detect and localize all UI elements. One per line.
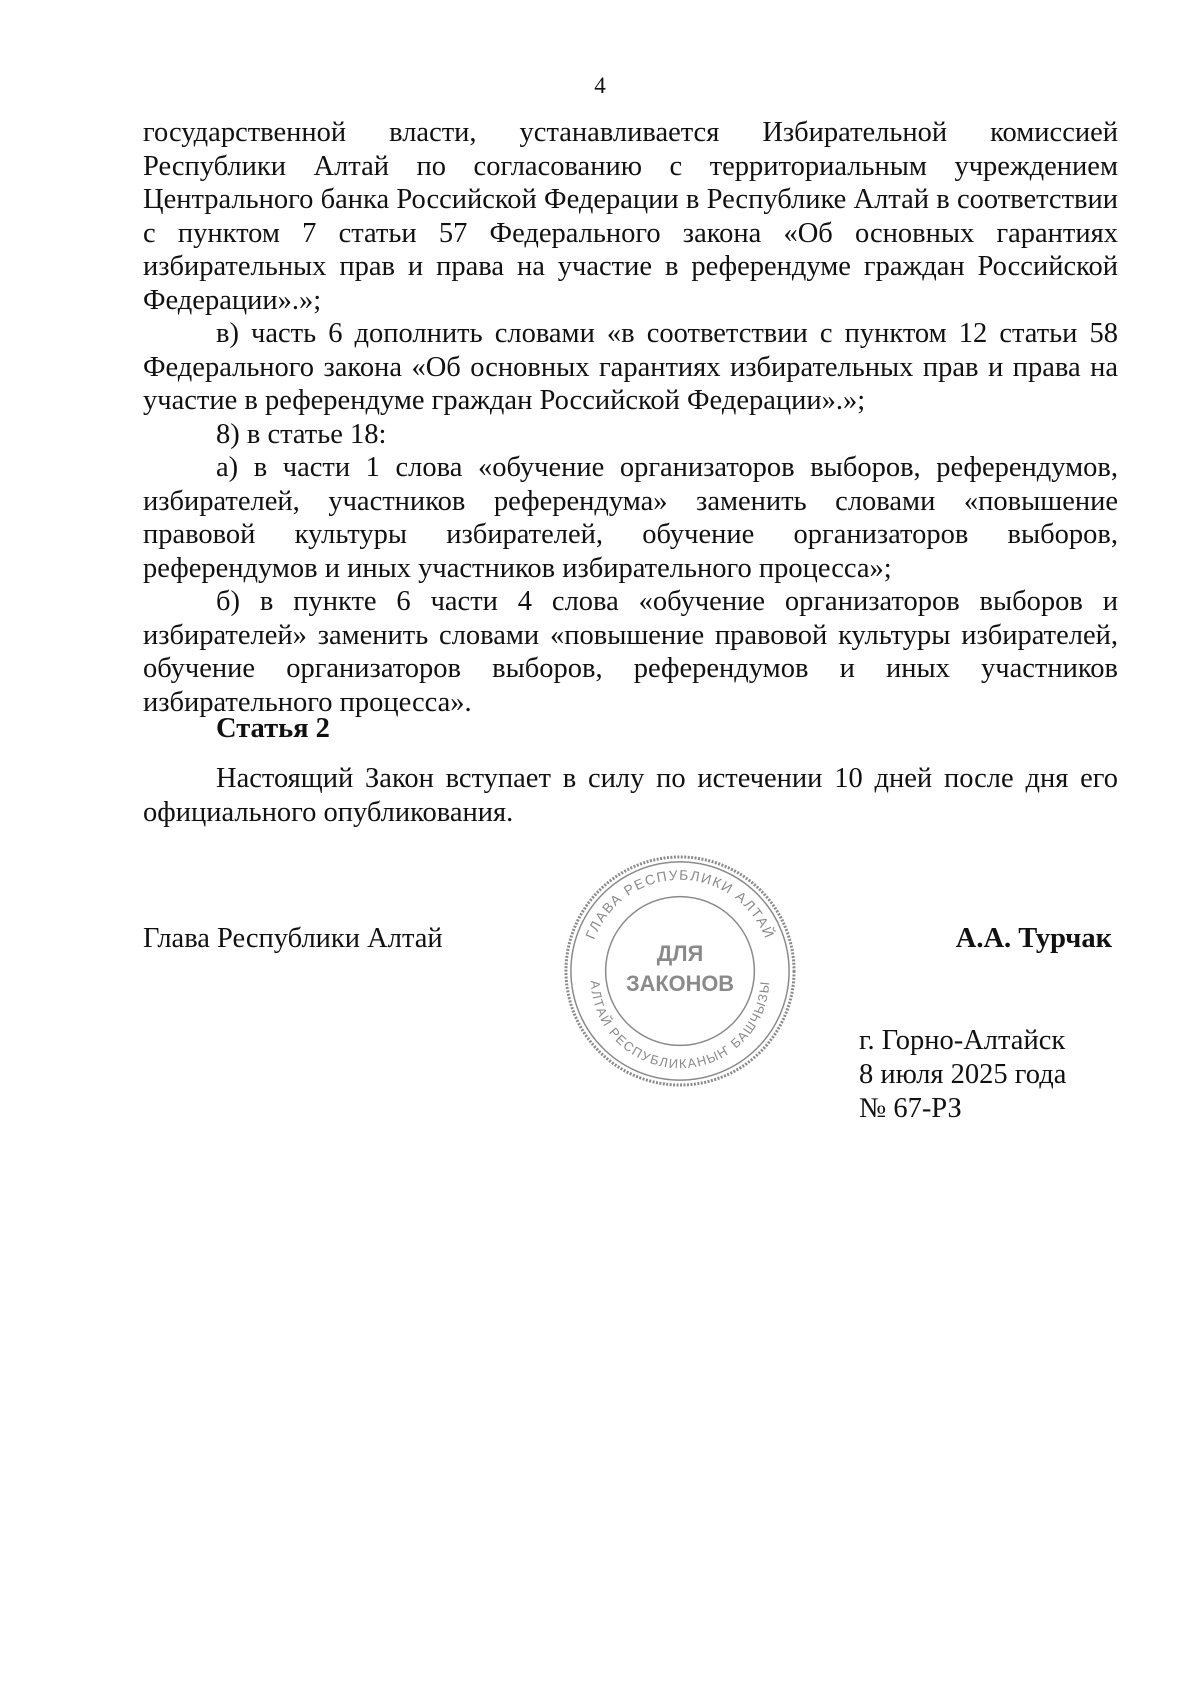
signer-name: А.А. Турчак [955, 923, 1112, 954]
seal-outer-top: ГЛАВА РЕСПУБЛИКИ АЛТАЙ [582, 866, 778, 942]
article-text: Настоящий Закон вступает в силу по истечении 10 дней после дня его официального опубликования. [143, 763, 1118, 828]
place-date-number [859, 1024, 1066, 1126]
law-number: № 67-РЗ [859, 1093, 962, 1124]
seal-outer-bottom: АЛТАЙ РЕСПУБЛИКАНЫҤ БАШЧЫЗЫ [587, 979, 773, 1072]
signer-title: Глава Республики Алтай [143, 923, 443, 954]
article-heading: Статья 2 [216, 713, 330, 744]
law-text-body [143, 116, 1118, 719]
paragraph: государственной власти, устанавливается Избирательной комиссией Республики Алтай по согласованию с территориальным учреждением Центрального банка Российской Федерации в Республике Алтай в соответствии с пунктом 7 статьи 57 Федерального закона «Об основных гарантиях избирательных прав и права на участие в референдуме граждан Российской Федерации».»; [143, 117, 1118, 316]
paragraph: в) часть 6 дополнить словами «в соответствии с пунктом 12 статьи 58 Федерального закона «Об основных гарантиях избирательных прав и права на участие в референдуме граждан Российской Федерации».»; [143, 318, 1118, 416]
official-seal [561, 852, 799, 1090]
seal-icon [561, 852, 799, 1090]
city: г. Горно-Алтайск [859, 1025, 1066, 1056]
paragraph: а) в части 1 слова «обучение организаторов выборов, референдумов, избирателей, участников референдума» заменить словами «повышение правовой культуры избирателей, обучение организаторов выборов, референдумов и иных участников избирательного процесса»; [143, 452, 1118, 584]
date: 8 июля 2025 года [859, 1059, 1067, 1090]
paragraph: б) в пункте 6 части 4 слова «обучение организаторов выборов и избирателей» заменить словами «повышение правовой культуры избирателей, обучение организаторов выборов, референдумов и иных участников избирательного процесса». [143, 586, 1118, 718]
paragraph: 8) в статье 18: [216, 418, 387, 450]
svg-text:ГЛАВА РЕСПУБЛИКИ АЛТАЙ [582, 867, 779, 942]
seal-center-line2: ЗАКОНОВ [625, 970, 735, 996]
page-number: 4 [594, 73, 606, 98]
seal-center-line1: ДЛЯ [656, 941, 704, 967]
